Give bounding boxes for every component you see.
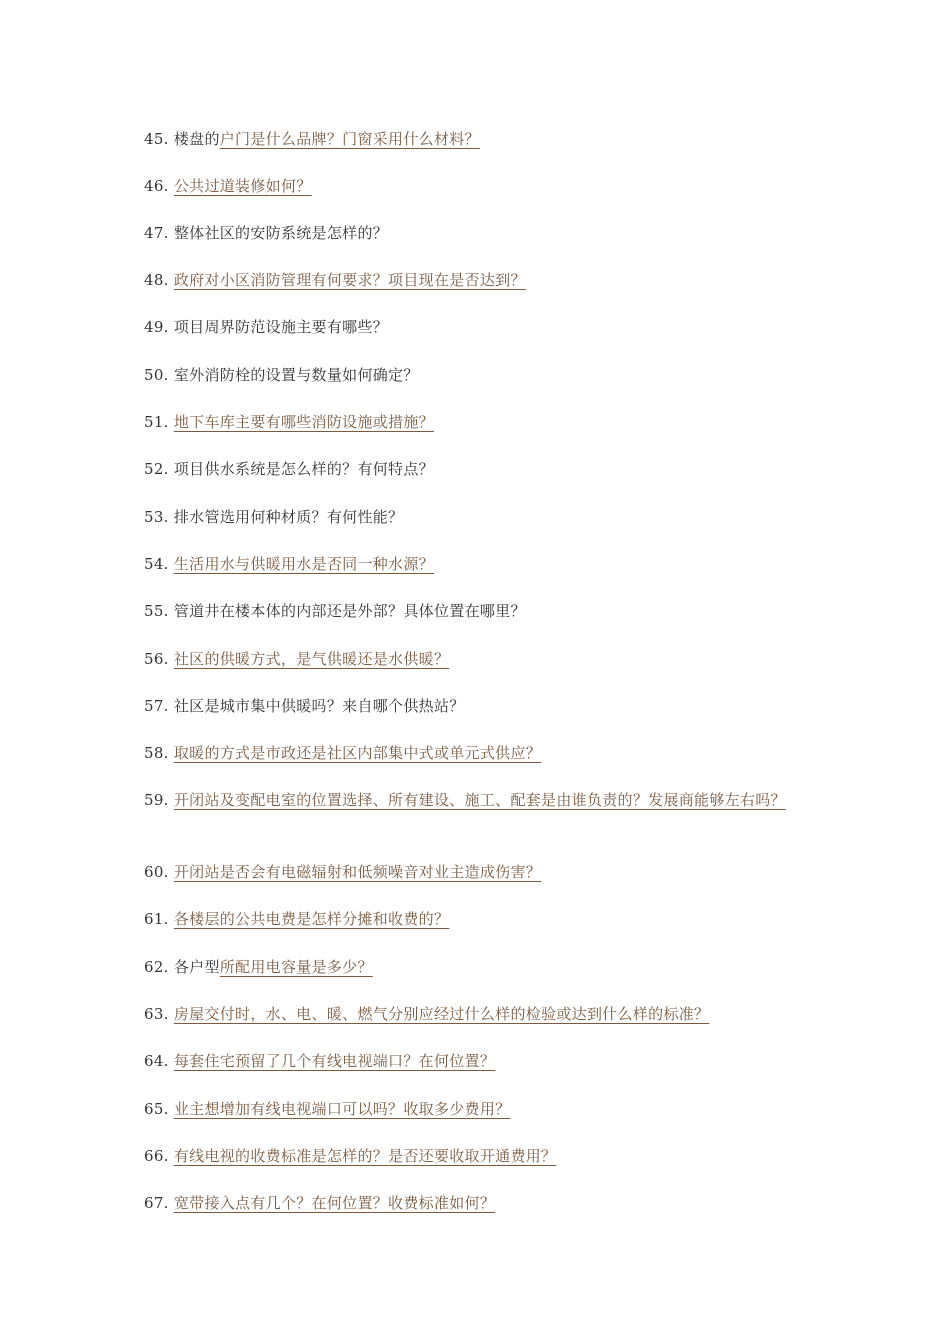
question-text: 室外消防栓的设置与数量如何确定？ bbox=[173, 366, 419, 384]
question-number: 65. bbox=[144, 1100, 169, 1118]
question-number: 61. bbox=[144, 910, 169, 928]
question-link[interactable]: 生活用水与供暖用水是否同一种水源？ bbox=[173, 555, 434, 573]
question-62 bbox=[144, 954, 809, 980]
question-text: 项目周界防范设施主要有哪些？ bbox=[173, 318, 389, 336]
question-number: 54. bbox=[144, 555, 169, 573]
question-number: 51. bbox=[144, 413, 169, 431]
question-number: 56. bbox=[144, 650, 169, 668]
question-61 bbox=[144, 906, 809, 932]
question-number: 60. bbox=[144, 863, 169, 881]
question-50 bbox=[144, 362, 809, 388]
question-47 bbox=[144, 220, 809, 246]
question-52 bbox=[144, 456, 809, 482]
question-number: 49. bbox=[144, 318, 169, 336]
question-55 bbox=[144, 598, 809, 624]
question-67 bbox=[144, 1190, 809, 1216]
question-link[interactable]: 户门是什么品牌？门窗采用什么材料？ bbox=[219, 130, 480, 148]
question-56 bbox=[144, 646, 809, 672]
question-number: 53. bbox=[144, 508, 169, 526]
question-number: 63. bbox=[144, 1005, 169, 1023]
question-number: 66. bbox=[144, 1147, 169, 1165]
question-number: 45. bbox=[144, 130, 169, 148]
question-number: 46. bbox=[144, 177, 169, 195]
question-49 bbox=[144, 314, 809, 340]
question-66 bbox=[144, 1143, 809, 1169]
question-link[interactable]: 公共过道装修如何？ bbox=[173, 177, 312, 195]
question-number: 52. bbox=[144, 460, 169, 478]
question-number: 50. bbox=[144, 366, 169, 384]
question-59 bbox=[144, 787, 809, 813]
question-text: 社区是城市集中供暖吗？来自哪个供热站？ bbox=[173, 697, 465, 715]
question-link[interactable]: 业主想增加有线电视端口可以吗？收取多少费用？ bbox=[173, 1100, 511, 1118]
question-45 bbox=[144, 126, 809, 152]
question-53 bbox=[144, 504, 809, 530]
question-link[interactable]: 取暖的方式是市政还是社区内部集中式或单元式供应？ bbox=[173, 744, 542, 762]
question-number: 48. bbox=[144, 271, 169, 289]
question-link[interactable]: 有线电视的收费标准是怎样的？是否还要收取开通费用？ bbox=[173, 1147, 557, 1165]
question-number: 57. bbox=[144, 697, 169, 715]
question-text: 排水管选用何种材质？有何性能？ bbox=[173, 508, 404, 526]
question-number: 59. bbox=[144, 791, 169, 809]
question-link[interactable]: 开闭站及变配电室的位置选择、所有建设、施工、配套是由谁负责的？发展商能够左右吗？ bbox=[173, 791, 786, 809]
question-link[interactable]: 房屋交付时，水、电、暖、燃气分别应经过什么样的检验或达到什么样的标准？ bbox=[173, 1005, 710, 1023]
question-58 bbox=[144, 740, 809, 766]
question-text: 楼盘的 bbox=[173, 130, 220, 148]
question-link[interactable]: 各楼层的公共电费是怎样分摊和收费的？ bbox=[173, 910, 450, 928]
question-text: 整体社区的安防系统是怎样的？ bbox=[173, 224, 389, 242]
question-link[interactable]: 开闭站是否会有电磁辐射和低频噪音对业主造成伤害？ bbox=[173, 863, 542, 881]
question-link[interactable]: 每套住宅预留了几个有线电视端口？在何位置？ bbox=[173, 1052, 496, 1070]
question-57 bbox=[144, 693, 809, 719]
question-46 bbox=[144, 173, 809, 199]
question-number: 67. bbox=[144, 1194, 169, 1212]
question-65 bbox=[144, 1096, 809, 1122]
question-number: 55. bbox=[144, 602, 169, 620]
question-link[interactable]: 宽带接入点有几个？在何位置？收费标准如何？ bbox=[173, 1194, 496, 1212]
question-link[interactable]: 政府对小区消防管理有何要求？项目现在是否达到？ bbox=[173, 271, 526, 289]
question-number: 58. bbox=[144, 744, 169, 762]
question-link[interactable]: 地下车库主要有哪些消防设施或措施？ bbox=[173, 413, 434, 431]
question-60 bbox=[144, 859, 809, 885]
question-number: 62. bbox=[144, 958, 169, 976]
question-link[interactable]: 社区的供暖方式，是气供暖还是水供暖？ bbox=[173, 650, 450, 668]
question-54 bbox=[144, 551, 809, 577]
question-51 bbox=[144, 409, 809, 435]
question-63 bbox=[144, 1001, 809, 1027]
question-text: 管道井在楼本体的内部还是外部？具体位置在哪里？ bbox=[173, 602, 526, 620]
question-48 bbox=[144, 267, 809, 293]
question-text: 项目供水系统是怎么样的？有何特点？ bbox=[173, 460, 434, 478]
question-link[interactable]: 所配用电容量是多少？ bbox=[219, 958, 373, 976]
question-text: 各户型 bbox=[173, 958, 220, 976]
question-64 bbox=[144, 1048, 809, 1074]
question-number: 47. bbox=[144, 224, 169, 242]
question-number: 64. bbox=[144, 1052, 169, 1070]
